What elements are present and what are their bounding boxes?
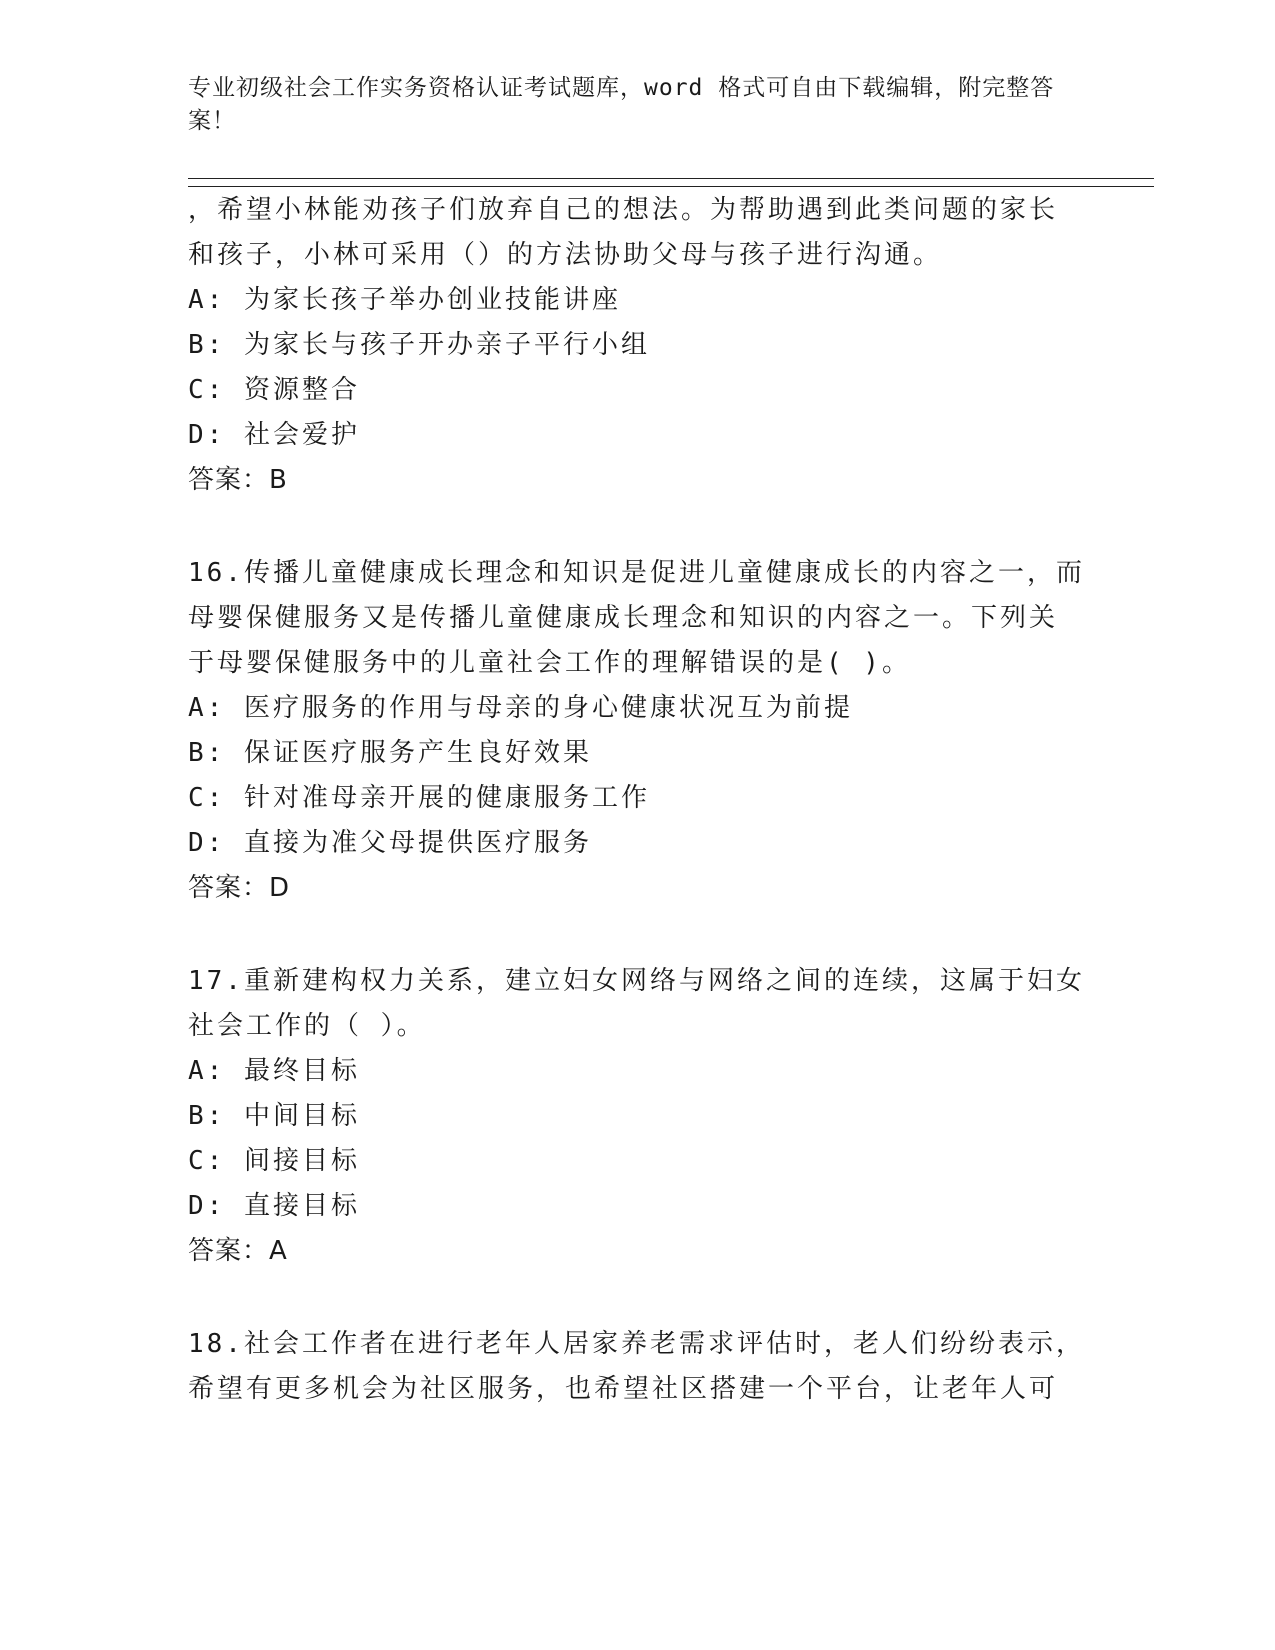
option-d: D: 直接为准父母提供医疗服务 xyxy=(188,828,592,858)
option-b: B: 中间目标 xyxy=(188,1101,360,1131)
question-stem-line: 社会工作的（ ）。 xyxy=(188,1011,426,1041)
option-d: D: 社会爱护 xyxy=(188,420,360,450)
question-stem-line: 18.社会工作者在进行老年人居家养老需求评估时，老人们纷纷表示， xyxy=(188,1329,1085,1359)
question-stem-line: ，希望小林能劝孩子们放弃自己的想法。为帮助遇到此类问题的家长 xyxy=(188,195,1059,225)
question-spacer xyxy=(188,1274,1088,1322)
question-15 xyxy=(188,188,1088,503)
option-c: C: 针对准母亲开展的健康服务工作 xyxy=(188,783,650,813)
option-b: B: 为家长与孩子开办亲子平行小组 xyxy=(188,330,650,360)
question-stem-line: 希望有更多机会为社区服务，也希望社区搭建一个平台，让老年人可 xyxy=(188,1374,1059,1404)
question-content xyxy=(188,188,1088,1412)
question-16 xyxy=(188,551,1088,911)
header-divider xyxy=(188,178,1154,187)
answer-line: 答案：B xyxy=(188,465,288,495)
header-title-line-1: 专业初级社会工作实务资格认证考试题库，word 格式可自由下载编辑，附完整答 xyxy=(188,75,1055,101)
option-c: C: 间接目标 xyxy=(188,1146,360,1176)
header-title-line-2: 案！ xyxy=(188,108,236,134)
question-stem-line: 于母婴保健服务中的儿童社会工作的理解错误的是( )。 xyxy=(188,648,911,678)
option-c: C: 资源整合 xyxy=(188,375,360,405)
question-stem-line: 和孩子，小林可采用（）的方法协助父母与孩子进行沟通。 xyxy=(188,240,943,270)
question-stem-line: 17.重新建构权力关系，建立妇女网络与网络之间的连续，这属于妇女 xyxy=(188,966,1085,996)
answer-line: 答案：D xyxy=(188,873,291,903)
question-stem-line: 母婴保健服务又是传播儿童健康成长理念和知识的内容之一。下列关 xyxy=(188,603,1059,633)
option-a: A: 医疗服务的作用与母亲的身心健康状况互为前提 xyxy=(188,693,853,723)
question-spacer xyxy=(188,503,1088,551)
option-a: A: 最终目标 xyxy=(188,1056,360,1086)
document-header xyxy=(188,72,1068,138)
option-d: D: 直接目标 xyxy=(188,1191,360,1221)
question-18 xyxy=(188,1322,1088,1412)
answer-line: 答案：A xyxy=(188,1236,288,1266)
question-stem-line: 16.传播儿童健康成长理念和知识是促进儿童健康成长的内容之一，而 xyxy=(188,558,1085,588)
question-17 xyxy=(188,959,1088,1274)
question-spacer xyxy=(188,911,1088,959)
option-a: A: 为家长孩子举办创业技能讲座 xyxy=(188,285,621,315)
option-b: B: 保证医疗服务产生良好效果 xyxy=(188,738,592,768)
